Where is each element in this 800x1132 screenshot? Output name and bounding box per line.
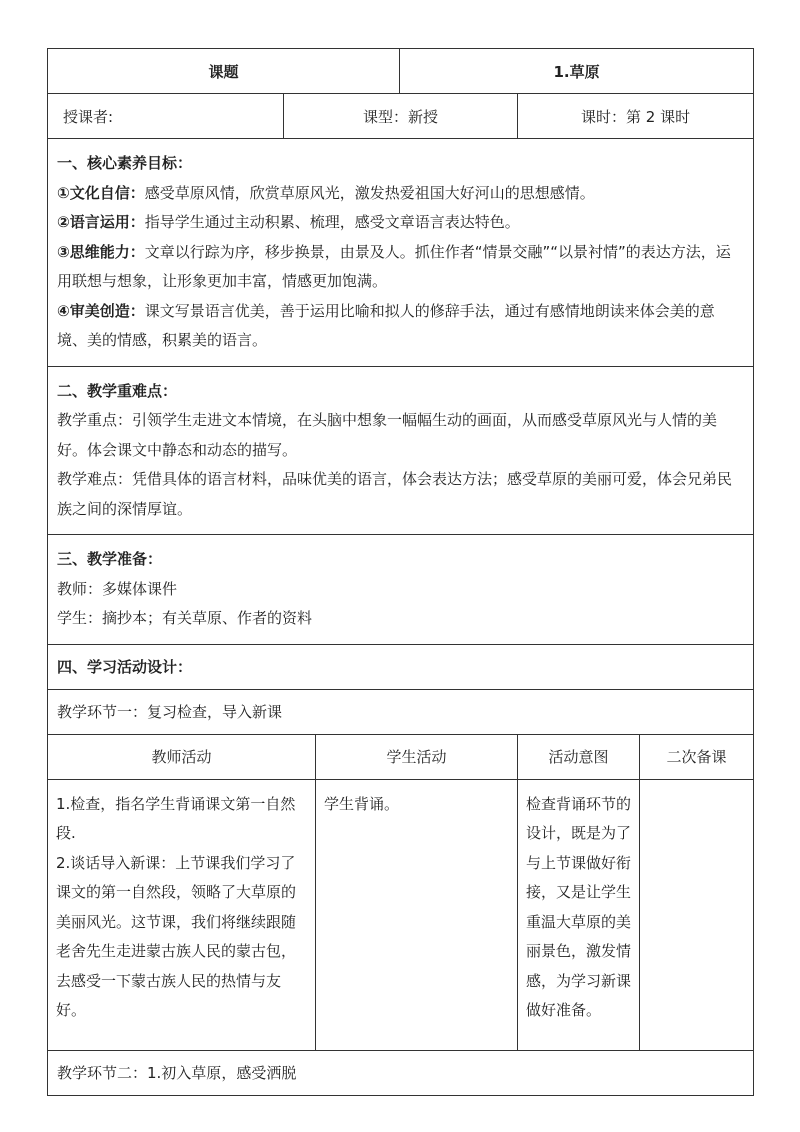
- activity-intent-cell: 检查背诵环节的设计，既是为了与上节课做好衔接，又是让学生重温大草原的美丽景色，激发情感，为学习新课做好准备。: [518, 779, 640, 1050]
- objective-text: 课文写景语言优美，善于运用比喻和拟人的修辞手法，通过有感情地朗读来体会美的意境、美的情感，积累美的语言。: [57, 301, 715, 349]
- objective-label: ①文化自信：: [57, 183, 145, 202]
- teacher-activity-step: 1.检查，指名学生背诵课文第一自然段.: [56, 794, 296, 842]
- objective-label: ③思维能力：: [57, 242, 145, 261]
- info-row: [48, 94, 754, 139]
- stage2-title: 教学环节二：1.初入草原，感受洒脱: [48, 1050, 754, 1095]
- column-header: 活动意图: [518, 734, 640, 779]
- objective-label: ②语言运用：: [57, 213, 145, 231]
- section-objectives: [48, 139, 754, 367]
- topic-label: 课题: [48, 49, 400, 94]
- column-header: 教师活动: [48, 734, 316, 779]
- teacher-preparation: 教师：多媒体课件: [57, 579, 178, 598]
- objective-text: 感受草原风情，欣赏草原风光，激发热爱祖国大好河山的思想感情。: [144, 183, 595, 202]
- section-activity-design: [48, 644, 754, 689]
- section-key-points: [48, 366, 754, 535]
- topic-row: [48, 49, 754, 94]
- second-prep-cell: [640, 779, 754, 1050]
- objectives-title: 一、核心素养目标：: [57, 154, 193, 172]
- teacher-label: 授课者:: [48, 94, 284, 139]
- teacher-activity-cell: [48, 779, 316, 1050]
- teaching-key: 教学重点：引领学生走进文本情境，在头脑中想象一幅幅生动的画面，从而感受草原风光与人情的美好。体会课文中静态和动态的描写。: [57, 411, 718, 459]
- objective-item: [57, 297, 744, 356]
- student-preparation: 学生：摘抄本；有关草原、作者的资料: [57, 609, 313, 627]
- column-header: 学生活动: [316, 734, 518, 779]
- objective-item: [57, 208, 744, 238]
- activity-design-title: 四、学习活动设计：: [48, 644, 754, 689]
- student-activity-cell: 学生背诵。: [316, 779, 518, 1050]
- activity-table-row: [48, 779, 754, 1050]
- lesson-plan-sheet: [47, 48, 753, 1096]
- objective-text: 文章以行踪为序，移步换景，由景及人。抓住作者“情景交融”“以景衬情”的表达方法，运用联想与想象，让形象更加丰富，情感更加饱满。: [57, 242, 731, 290]
- teaching-difficulty: 教学难点：凭借具体的语言材料，品味优美的语言，体会表达方法；感受草原的美丽可爱，体会兄弟民族之间的深情厚谊。: [57, 470, 733, 518]
- key-points-title: 二、教学重难点：: [57, 381, 178, 400]
- activity-table-header: [48, 734, 754, 779]
- objective-text: 指导学生通过主动积累、梳理，感受文章语言表达特色。: [144, 213, 520, 231]
- objective-item: [57, 238, 744, 297]
- stage1-row: [48, 689, 754, 734]
- stage2-row: [48, 1050, 754, 1095]
- lesson-type: 课型：新授: [284, 94, 518, 139]
- preparation-title: 三、教学准备：: [57, 550, 163, 568]
- lesson-hours: 课时：第 2 课时: [518, 94, 754, 139]
- objective-item: [57, 179, 744, 209]
- column-header: 二次备课: [640, 734, 754, 779]
- objective-label: ④审美创造：: [57, 301, 145, 320]
- stage1-title: 教学环节一：复习检查，导入新课: [48, 689, 754, 734]
- topic-value: 1.草原: [400, 49, 754, 94]
- teacher-activity-step: 2.谈话导入新课：上节课我们学习了课文的第一自然段，领略了大草原的美丽风光。这节课，我们将继续跟随老舍先生走进蒙古族人民的蒙古包，去感受一下蒙古族人民的热情与友好。: [56, 853, 297, 1019]
- section-preparation: [48, 535, 754, 645]
- lesson-plan-table: [47, 48, 754, 1096]
